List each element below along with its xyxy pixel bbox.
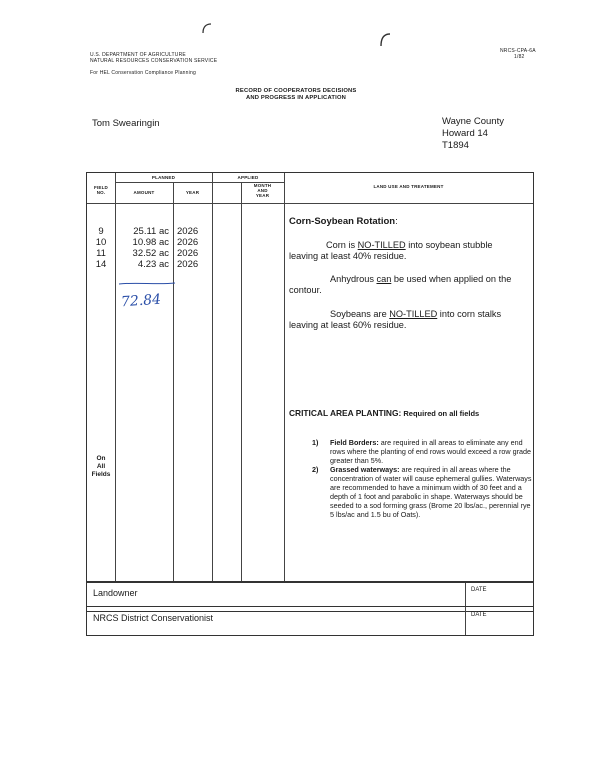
paragraph-anhydrous: Anhydrous can be used when applied on the contour. [289,274,512,295]
field-number: 10 [95,237,107,248]
farm-number: Howard 14 [442,128,488,139]
title-line-2: AND PROGRESS IN APPLICATION [245,95,347,101]
list-item: 1) Field Borders: are required in all areas to eliminate any end rows where the planting of end rows would exceed a row grade greater than 5%. [312,438,531,465]
critical-area-heading: CRITICAL AREA PLANTING: Required on all fields [289,408,480,418]
handwritten-total: 72.84 [120,291,162,311]
form-id: NRCS-CPA-6A [500,48,536,54]
scan-mark-icon [378,32,392,48]
landowner-label: Landowner [93,588,138,598]
agency-line-2: NATURAL RESOURCES CONSERVATION SERVICE [90,58,218,64]
decisions-table [86,172,534,582]
conservationist-signature-box [86,606,534,636]
planned-year: 2026 [177,226,199,237]
planned-amount: 25.11 ac [133,226,169,237]
table-row [87,226,284,237]
header-field-no: FIELD NO. [94,185,108,195]
county: Wayne County [442,116,504,127]
planned-amount: 4.23 ac [137,259,169,270]
cooperator-name: Tom Swearingin [92,118,160,129]
field-number: 11 [96,248,106,259]
list-number: 1) [312,438,319,447]
header-year: YEAR [185,190,200,195]
paragraph-soybeans: Soybeans are NO-TILLED into corn stalks leaving at least 60% residue. [289,309,502,330]
header-month-year: MONTH AND YEAR [253,183,272,198]
planned-year: 2026 [177,237,199,248]
list-number: 2) [312,465,319,474]
header-planned: PLANNED [151,175,176,180]
form-rev: 1/82 [514,54,525,60]
date-label: DATE [471,612,487,618]
header-applied: APPLIED [237,175,259,180]
planned-year: 2026 [177,259,199,270]
planned-amount: 10.98 ac [132,237,169,248]
field-number: 9 [98,226,104,237]
header-land-use: LAND USE AND TREATEMENT [373,184,444,189]
conservationist-label: NRCS District Conservationist [93,613,214,623]
page-title [0,88,592,102]
scan-mark-icon [200,22,214,36]
on-all-fields-label: On All Fields [91,455,111,478]
agency-line-1: U.S. DEPARTMENT OF AGRICULTURE [90,52,186,58]
handwritten-underline [117,281,177,287]
tract-number: T1894 [442,140,469,151]
planned-year: 2026 [177,248,199,259]
title-line-1: RECORD OF COOPERATORS DECISIONS [235,88,357,94]
list-item: 2) Grassed waterways: are required in all areas where the concentration of water will cause ephemeral gullies. Waterways are recommended to have a minimum width of 30 feet and a depth of 1 foot and parabolic in shape. Waterways should be seeded to a sod forming grass (Brome 20 lbs/ac., perennial rye 5 lbs/ac and 1.5 bu of Oats). [312,465,532,519]
field-number: 14 [95,259,107,270]
rotation-heading: Corn-Soybean Rotation: [289,216,398,227]
paragraph-corn: Corn is NO-TILLED into soybean stubble leaving at least 40% residue. [289,240,493,261]
table-row [87,259,284,270]
table-row [87,248,284,259]
table-row [87,237,284,248]
date-label: DATE [471,587,487,593]
header-amount: AMOUNT [133,190,155,195]
planned-amount: 32.52 ac [132,248,169,259]
program-label: For HEL Conservation Compliance Planning [90,70,196,76]
